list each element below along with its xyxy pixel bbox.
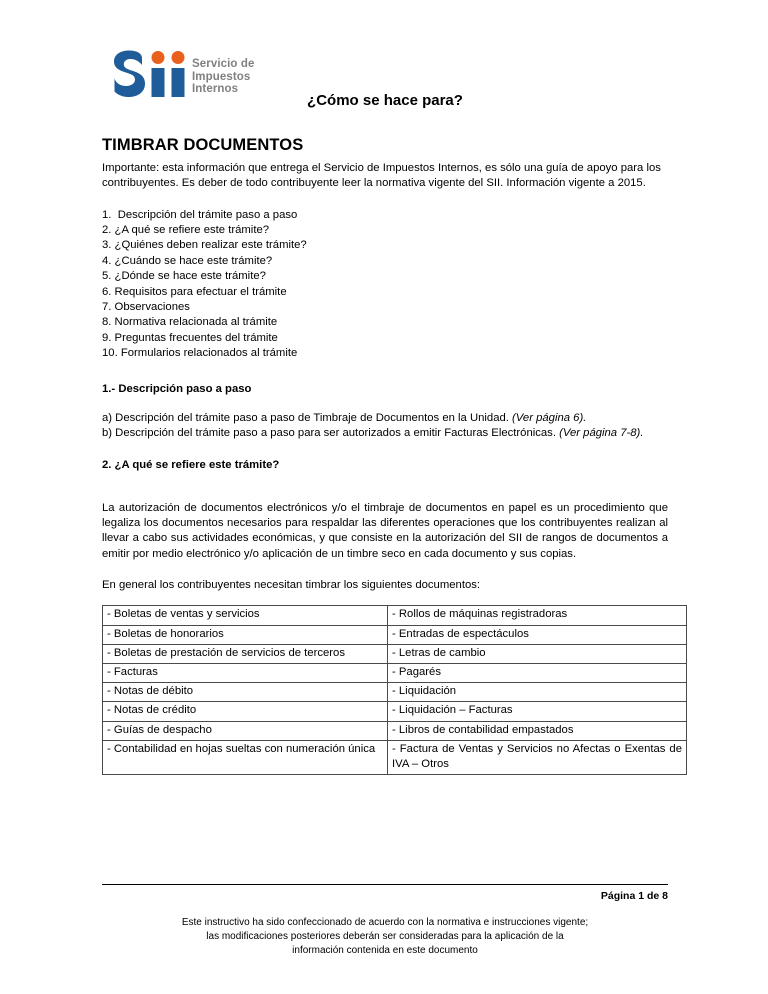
footer-disclaimer-line-3: información contenida en este documento <box>292 945 478 956</box>
table-of-contents <box>102 208 668 362</box>
toc-item: 9. Preguntas frecuentes del trámite <box>102 331 278 344</box>
tagline-line-1: Servicio de <box>192 58 255 70</box>
sii-logo-tagline <box>192 58 254 96</box>
table-cell-left: - Contabilidad en hojas sueltas con numeración única <box>103 740 388 774</box>
section-1-item-a-text: a) Descripción del trámite paso a paso de Timbraje de Documentos en la Unidad. <box>102 411 513 424</box>
table-row <box>103 644 687 663</box>
section-1-item-a-ref: (Ver página 6). <box>512 411 587 424</box>
toc-item: 2. ¿A qué se refiere este trámite? <box>102 224 270 236</box>
table-cell-right: - Letras de cambio <box>388 644 687 663</box>
logo-dot-1 <box>152 51 165 64</box>
toc-item: 10. Formularios relacionados al trámite <box>102 347 298 360</box>
table-cell-right: - Factura de Ventas y Servicios no Afectas o Exentas de IVA – Otros <box>388 740 687 774</box>
section-1-item-b-ref: (Ver página 7-8). <box>559 427 644 440</box>
toc-item: 8. Normativa relacionada al trámite <box>102 316 278 329</box>
footer-divider <box>102 884 668 885</box>
logo-dot-2 <box>172 51 185 64</box>
page-footer <box>102 884 668 958</box>
page-number: Página 1 de 8 <box>600 890 668 902</box>
table-cell-right: - Libros de contabilidad empastados <box>388 721 687 740</box>
table-row <box>103 663 687 682</box>
section-2-body: La autorización de documentos electrónicos y/o el timbraje de documentos en papel es un procedimiento que legaliza los documentos necesarios para respaldar las diferentes operaciones que los contribuyentes realizan al llevar a cabo sus actividades económicas, y que consiste en la autorización del SII de rangos de documentos a emitir por medio electrónico y/o aplicación de un timbre seco en cada documento y sus copias. <box>102 501 668 560</box>
tagline-line-2: Impuestos <box>192 70 251 83</box>
table-row <box>103 683 687 702</box>
table-row <box>103 625 687 644</box>
table-row <box>103 721 687 740</box>
table-row <box>103 702 687 721</box>
page-title: TIMBRAR DOCUMENTOS <box>102 136 304 154</box>
section-1-heading: 1.- Descripción paso a paso <box>102 382 252 395</box>
footer-disclaimer <box>102 916 668 958</box>
section-1-item-b-text: b) Descripción del trámite paso a paso para ser autorizados a emitir Facturas Electrónicas. <box>102 427 560 440</box>
table-cell-left: - Guías de despacho <box>103 721 388 740</box>
toc-item: 3. ¿Quiénes deben realizar este trámite? <box>102 239 307 252</box>
section-1-item-a <box>102 411 668 426</box>
sii-logo-mark <box>112 50 190 98</box>
toc-item: 1. Descripción del trámite paso a paso <box>102 208 298 221</box>
toc-item: 7. Observaciones <box>102 301 190 314</box>
page-header <box>102 48 668 108</box>
table-cell-right: - Entradas de espectáculos <box>388 625 687 644</box>
table-cell-left: - Boletas de ventas y servicios <box>103 606 388 625</box>
table-cell-left: - Notas de crédito <box>103 702 388 721</box>
toc-item: 5. ¿Dónde se hace este trámite? <box>102 270 266 283</box>
logo-letter-s <box>114 51 145 98</box>
sii-logo-svg <box>112 50 190 98</box>
table-cell-left: - Boletas de prestación de servicios de terceros <box>103 644 388 663</box>
tagline-line-3: Internos <box>192 83 239 95</box>
table-cell-right: - Rollos de máquinas registradoras <box>388 606 687 625</box>
table-cell-left: - Notas de débito <box>103 683 388 702</box>
documents-table <box>102 605 687 775</box>
table-cell-right: - Liquidación – Facturas <box>388 702 687 721</box>
table-intro-paragraph: En general los contribuyentes necesitan timbrar los siguientes documentos: <box>102 579 481 592</box>
toc-item: 4. ¿Cuándo se hace este trámite? <box>102 254 273 267</box>
document-title: ¿Cómo se hace para? <box>307 92 463 109</box>
document-content <box>102 136 682 775</box>
table-cell-right: - Pagarés <box>388 663 687 682</box>
table-row <box>103 740 687 774</box>
table-cell-right: - Liquidación <box>388 683 687 702</box>
footer-disclaimer-line-1: Este instructivo ha sido confeccionado de acuerdo con la normativa e instrucciones vigente; <box>181 917 589 928</box>
table-cell-left: - Facturas <box>103 663 388 682</box>
section-2-heading: 2. ¿A qué se refiere este trámite? <box>102 458 280 471</box>
table-cell-left: - Boletas de honorarios <box>103 625 388 644</box>
toc-item: 6. Requisitos para efectuar el trámite <box>102 285 287 298</box>
table-row <box>103 606 687 625</box>
section-1-item-b <box>102 426 668 441</box>
intro-paragraph: Importante: esta información que entrega el Servicio de Impuestos Internos, es sólo una guía de apoyo para los contribuyentes. Es deber de todo contribuyente leer la normativa vigente del SII. Información vigente a 2015. <box>102 162 661 190</box>
footer-disclaimer-line-2: las modificaciones posteriores deberán ser consideradas para la aplicación de la <box>206 931 564 942</box>
